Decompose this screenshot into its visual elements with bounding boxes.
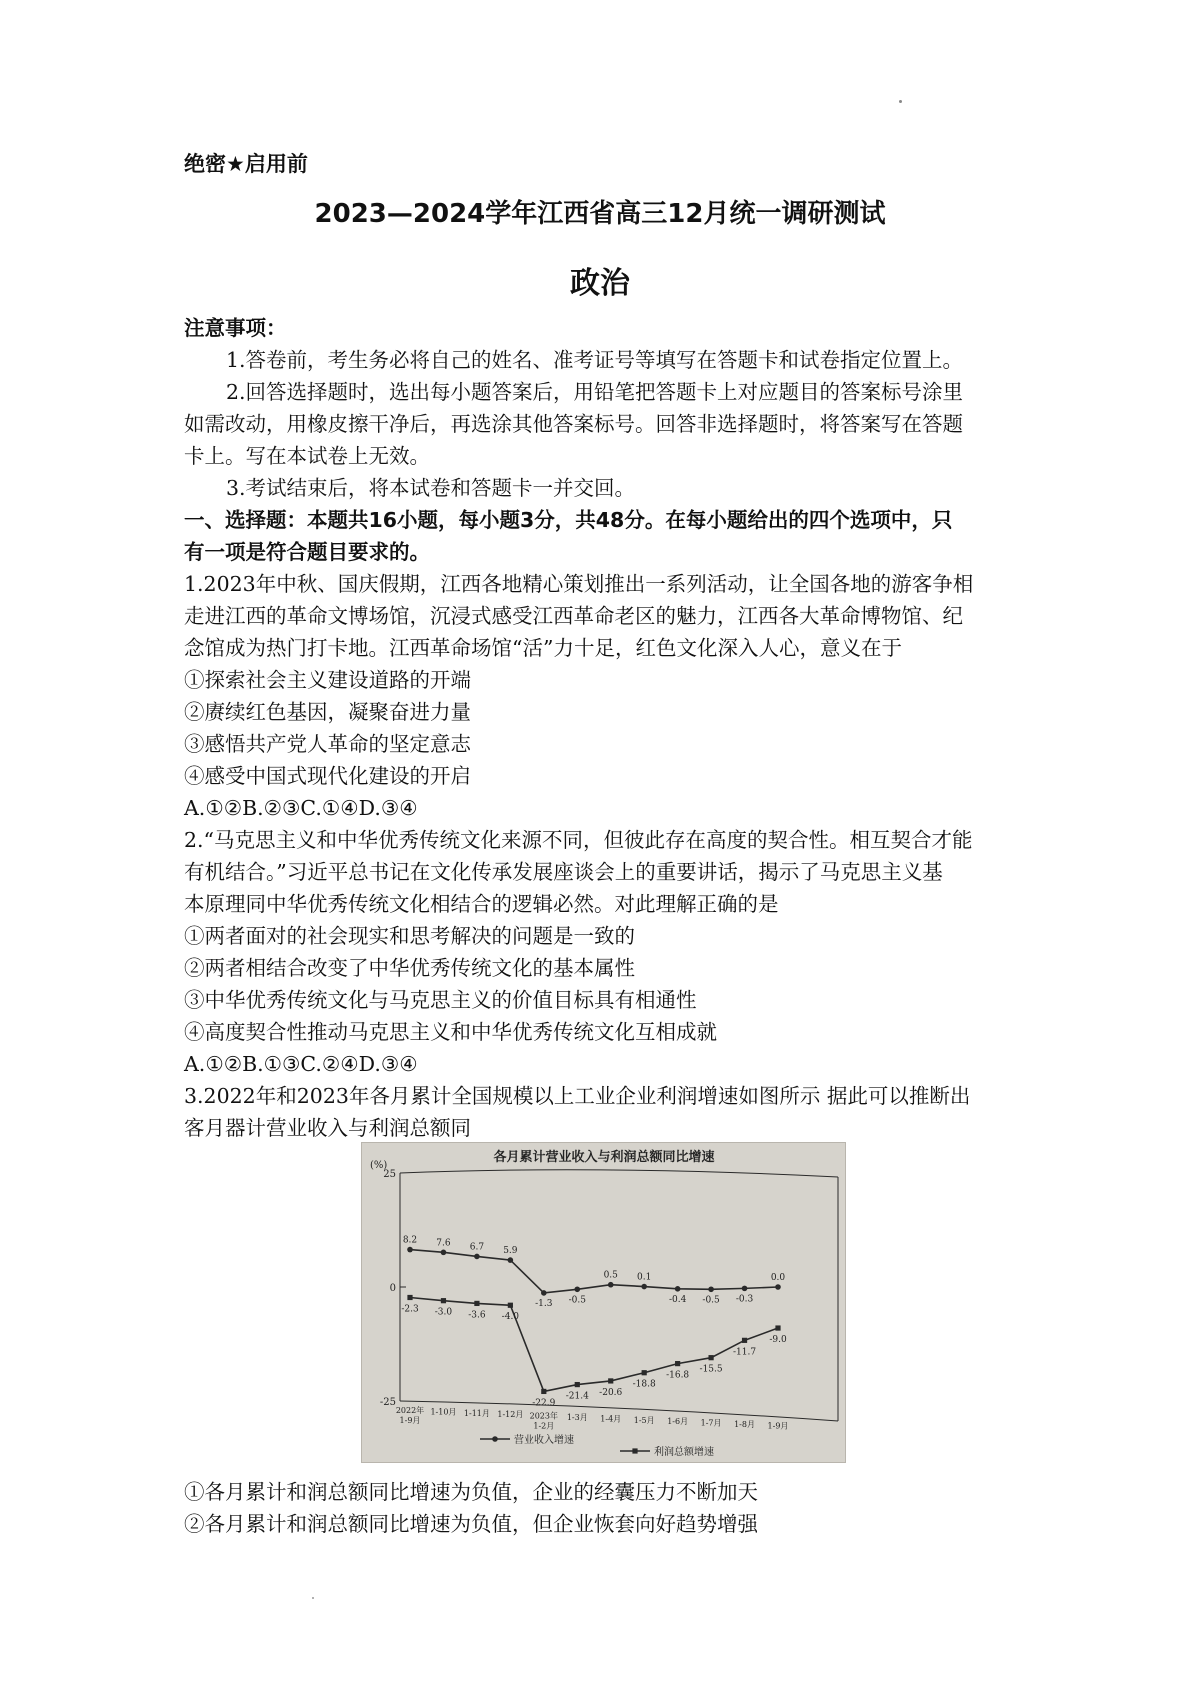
exam-title: 2023—2024学年江西省高三12月统一调研测试 xyxy=(314,199,886,229)
x-tick-label: 1-12月 xyxy=(497,1410,524,1420)
notice-heading: 注意事项： xyxy=(184,316,287,340)
section-heading: 有一项是符合题目要求的。 xyxy=(184,540,430,564)
revenue-point xyxy=(441,1250,447,1256)
profit-point xyxy=(608,1378,613,1383)
legend-revenue-marker xyxy=(492,1436,498,1442)
revenue-data-label: 7.6 xyxy=(436,1238,451,1249)
revenue-data-label: 8.2 xyxy=(402,1235,418,1246)
answer-choices: A.①②B.②③C.①④D.③④ xyxy=(184,796,418,820)
x-tick-label: 1-6月 xyxy=(667,1417,689,1427)
x-tick-label: 1-9月 xyxy=(399,1416,421,1425)
revenue-point xyxy=(775,1284,781,1290)
revenue-point xyxy=(742,1286,748,1292)
profit-data-label: -3.6 xyxy=(468,1310,486,1321)
secret-label: 绝密★启用前 xyxy=(184,152,308,176)
question-option: ④高度契合性推动马克思主义和中华优秀传统文化互相成就 xyxy=(184,1020,717,1044)
profit-data-label: -9.0 xyxy=(769,1335,787,1346)
question-option: ①各月累计和润总额同比增速为负值，企业的经囊压力不断加天 xyxy=(184,1480,758,1504)
revenue-point xyxy=(708,1286,714,1292)
profit-point xyxy=(575,1382,580,1387)
revenue-data-label: -0.5 xyxy=(568,1295,586,1306)
notice-item: 3.考试结束后，将本试卷和答题卡一并交回。 xyxy=(226,476,636,500)
notice-item: 卡上。写在本试卷上无效。 xyxy=(184,444,430,468)
x-tick-label: 1-8月 xyxy=(734,1420,755,1429)
legend-profit-marker xyxy=(632,1448,637,1453)
question-stem: 走进江西的革命文博场馆，沉浸式感受江西革命老区的魅力，江西各大革命博物馆、纪 xyxy=(184,604,963,628)
question-option: ②各月累计和润总额同比增速为负值，但企业恢套向好趋势增强 xyxy=(184,1512,758,1536)
question-stem: 客月器计营业收入与利润总额同 xyxy=(184,1116,471,1140)
profit-point xyxy=(708,1355,713,1360)
revenue-data-label: 6.7 xyxy=(469,1242,485,1253)
profit-data-label: -11.7 xyxy=(732,1347,757,1358)
profit-point xyxy=(642,1370,647,1375)
scan-speck xyxy=(312,1597,314,1599)
x-tick-label: 1-9月 xyxy=(767,1421,789,1431)
notice-item: 2.回答选择题时，选出每小题答案后，用铅笔把答题卡上对应题目的答案标号涂里 xyxy=(226,380,964,404)
profit-line xyxy=(410,1294,778,1391)
x-tick-label: 1-5月 xyxy=(633,1415,655,1425)
profit-point xyxy=(441,1298,446,1303)
notice-block xyxy=(184,312,1024,1144)
profit-data-label: -22.9 xyxy=(532,1398,556,1409)
question-stem: 3.2022年和2023年各月累计全国规模以上工业企业利润增速如图所示 据此可以推断出 xyxy=(184,1084,971,1108)
q3-options xyxy=(184,1476,1024,1540)
question-option: ③中华优秀传统文化与马克思主义的价值目标具有相通性 xyxy=(184,988,697,1012)
profit-data-label: -4.0 xyxy=(501,1312,520,1323)
x-tick-label: 1-10月 xyxy=(430,1407,457,1417)
question-stem: 本原理同中华优秀传统文化相结合的逻辑必然。对此理解正确的是 xyxy=(184,892,779,916)
question-stem: 2.“马克思主义和中华优秀传统文化来源不同，但彼此存在高度的契合性。相互契合才能 xyxy=(184,828,973,852)
subject-title: 政治 xyxy=(570,266,630,301)
x-tick-label: 1-7月 xyxy=(700,1418,722,1428)
x-tick-label: 1-11月 xyxy=(463,1408,490,1418)
x-tick-label: 1-4月 xyxy=(600,1414,622,1424)
revenue-point xyxy=(574,1286,580,1292)
question-stem: 有机结合。”习近平总书记在文化传承发展座谈会上的重要讲话，揭示了马克思主义基 xyxy=(184,860,943,884)
profit-data-label: -15.5 xyxy=(699,1364,723,1375)
revenue-point xyxy=(608,1282,614,1288)
revenue-data-label: 0.1 xyxy=(637,1272,652,1283)
revenue-point xyxy=(541,1290,547,1296)
profit-point xyxy=(407,1295,412,1300)
revenue-line xyxy=(410,1250,778,1293)
question-stem: 念馆成为热门打卡地。江西革命场馆“活”力十足，红色文化深入人心，意义在于 xyxy=(184,636,902,660)
profit-point xyxy=(508,1303,513,1308)
legend-revenue-label: 营业收入增速 xyxy=(514,1435,574,1446)
x-tick-label: 1-3月 xyxy=(566,1413,588,1422)
notice-item: 1.答卷前，考生务必将自己的姓名、准考证号等填写在答题卡和试卷指定位置上。 xyxy=(226,348,964,372)
profit-data-label: -20.6 xyxy=(599,1387,623,1398)
revenue-point xyxy=(675,1286,681,1292)
y-axis-unit: (%) xyxy=(370,1160,388,1171)
x-tick-label: 2022年 xyxy=(395,1406,425,1415)
revenue-data-label: -0.4 xyxy=(668,1294,687,1305)
revenue-data-label: 0.0 xyxy=(770,1273,786,1283)
question-option: ②赓续红色基因，凝聚奋进力量 xyxy=(184,700,471,724)
question-option: ②两者相结合改变了中华优秀传统文化的基本属性 xyxy=(184,956,635,980)
revenue-point xyxy=(474,1254,480,1260)
question-option: ①探索社会主义建设道路的开端 xyxy=(184,668,471,692)
profit-point xyxy=(675,1361,680,1366)
revenue-data-label: 0.5 xyxy=(603,1270,618,1281)
question-option: ①两者面对的社会现实和思考解决的问题是一致的 xyxy=(184,924,635,948)
revenue-data-label: -0.5 xyxy=(702,1295,720,1306)
scan-speck xyxy=(899,100,902,103)
growth-chart xyxy=(361,1142,846,1463)
y-tick-label: 0 xyxy=(389,1283,396,1294)
profit-data-label: -21.4 xyxy=(565,1391,589,1402)
revenue-point xyxy=(407,1247,413,1253)
question-stem: 1.2023年中秋、国庆假期，江西各地精心策划推出一系列活动，让全国各地的游客争相 xyxy=(184,572,974,596)
chart-title: 各月累计营业收入与利润总额同比增速 xyxy=(493,1150,715,1165)
profit-data-label: -16.8 xyxy=(666,1370,690,1381)
x-tick-label: 2023年 xyxy=(529,1411,558,1421)
revenue-point xyxy=(508,1257,514,1263)
question-option: ③感悟共产党人革命的坚定意志 xyxy=(184,732,471,756)
revenue-data-label: -1.3 xyxy=(535,1298,553,1309)
profit-data-label: -2.3 xyxy=(401,1304,419,1315)
answer-choices: A.①②B.①③C.②④D.③④ xyxy=(184,1052,418,1076)
question-option: ④感受中国式现代化建设的开启 xyxy=(184,764,471,788)
revenue-data-label: -0.3 xyxy=(735,1294,754,1305)
revenue-point xyxy=(641,1284,647,1290)
y-tick-label: 25 xyxy=(383,1169,396,1180)
chart-top-border xyxy=(400,1170,838,1177)
y-tick-label: -25 xyxy=(379,1397,396,1408)
chart-svg xyxy=(362,1143,846,1463)
profit-data-label: -18.8 xyxy=(632,1379,656,1390)
profit-point xyxy=(474,1301,479,1306)
profit-point xyxy=(775,1325,780,1330)
section-heading: 一、选择题：本题共16小题，每小题3分，共48分。在每小题给出的四个选项中，只 xyxy=(184,508,953,532)
x-tick-label: 1-2月 xyxy=(533,1421,555,1431)
profit-data-label: -3.0 xyxy=(434,1307,453,1318)
profit-point xyxy=(742,1338,747,1343)
profit-point xyxy=(541,1389,546,1394)
notice-item: 如需改动，用橡皮擦干净后，再选涂其他答案标号。回答非选择题时，将答案写在答题 xyxy=(184,412,963,436)
legend-profit-label: 利润总额增速 xyxy=(654,1447,714,1458)
revenue-data-label: 5.9 xyxy=(503,1246,518,1257)
